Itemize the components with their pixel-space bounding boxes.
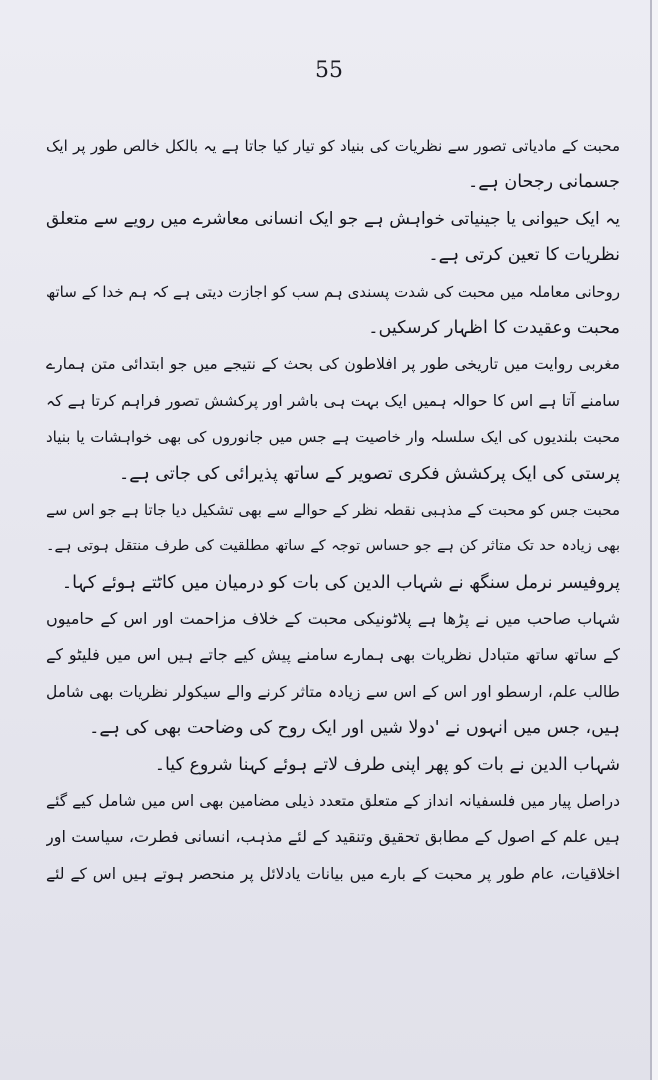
text-line: سامنے آتا ہے اس کا حوالہ ہمیں ایک بہت ہی باشر اور پرکشش تصور فراہم کرتا ہے کہ (46, 391, 620, 410)
text-line: طالب علم، ارسطو اور اس کے اس سے زیادہ متاثر کرنے والے سیکولر نظریات بھی شامل (46, 682, 620, 701)
body-text (46, 128, 620, 892)
text-line: پروفیسر نرمل سنگھ نے شہاب الدین کی بات کو درمیان میں کاٹتے ہوئے کہا۔ (61, 572, 620, 593)
text-line: دراصل پیار میں فلسفیانہ انداز کے متعلق متعدد ذیلی مضامین بھی اس میں شامل کیے گئے (46, 792, 620, 811)
text-line: یہ ایک حیوانی یا جینیاتی خواہش ہے جو ایک انسانی معاشرے میں رویے سے متعلق (46, 208, 620, 229)
text-line: مغربی روایت میں تاریخی طور پر افلاطون کی بحث کے نتیجے میں جو ابتدائی متن ہمارے (46, 355, 620, 374)
text-line: جسمانی رجحان ہے۔ (468, 172, 620, 193)
text-line: محبت جس کو محبت کے مذہبی نقطہ نظر کے حوالے سے بھی تشکیل دیا جاتا ہے جو اس سے (46, 500, 620, 519)
page-number: 55 (315, 58, 343, 83)
text-line: شہاب الدین نے بات کو پھر اپنی طرف لاتے ہوئے کہنا شروع کیا۔ (154, 754, 620, 775)
page-right-margin (652, 0, 658, 1080)
page-edge-line (650, 0, 652, 1080)
text-line: روحانی معاملہ میں محبت کی شدت پسندی ہم سب کو اجازت دیتی ہے کہ ہم خدا کے ساتھ (46, 282, 620, 301)
text-line: محبت بلندیوں کی ایک سلسلہ وار خاصیت ہے جس میں جانوروں کی بھی خواہشات یا بنیاد (46, 428, 620, 447)
text-line: ہیں، جس میں انہوں نے 'دولا شیں اور ایک روح کی وضاحت بھی کی ہے۔ (89, 718, 620, 739)
text-line: اخلاقیات، عام طور پر محبت کے بارے میں بیانات یادلائل پر منحصر ہوتے ہیں اس کے لئے (46, 864, 620, 883)
text-line: شہاب صاحب میں نے پڑھا ہے پلاٹونیکی محبت کے خلاف مزاحمت اور اس کے حامیوں (46, 609, 620, 629)
text-line: پرستی کی ایک پرکشش فکری تصویر کے ساتھ پذیرائی کی جاتی ہے۔ (118, 463, 620, 484)
text-line: بھی زیادہ حد تک متاثر کن ہے جو حساس توجہ کے ساتھ مطلقیت کی طرف منتقل ہوتی ہے۔ (46, 538, 620, 555)
text-line: محبت وعقیدت کا اظہار کرسکیں۔ (368, 317, 620, 338)
text-line: کے ساتھ ساتھ متبادل نظریات بھی ہمارے سامنے پیش کیے جاتے ہیں اس میں فلیٹو کے (46, 645, 620, 665)
text-line: ہیں علم کے اصول کے مطابق تحقیق وتنقید کے لئے مذہب، انسانی فطرت، سیاست اور (46, 827, 620, 847)
text-line: نظریات کا تعین کرتی ہے۔ (428, 245, 620, 266)
text-line: محبت کے مادیاتی تصور سے نظریات کی بنیاد کو تیار کیا جاتا ہے یہ بالکل خالص طور پر ایک (46, 137, 620, 155)
